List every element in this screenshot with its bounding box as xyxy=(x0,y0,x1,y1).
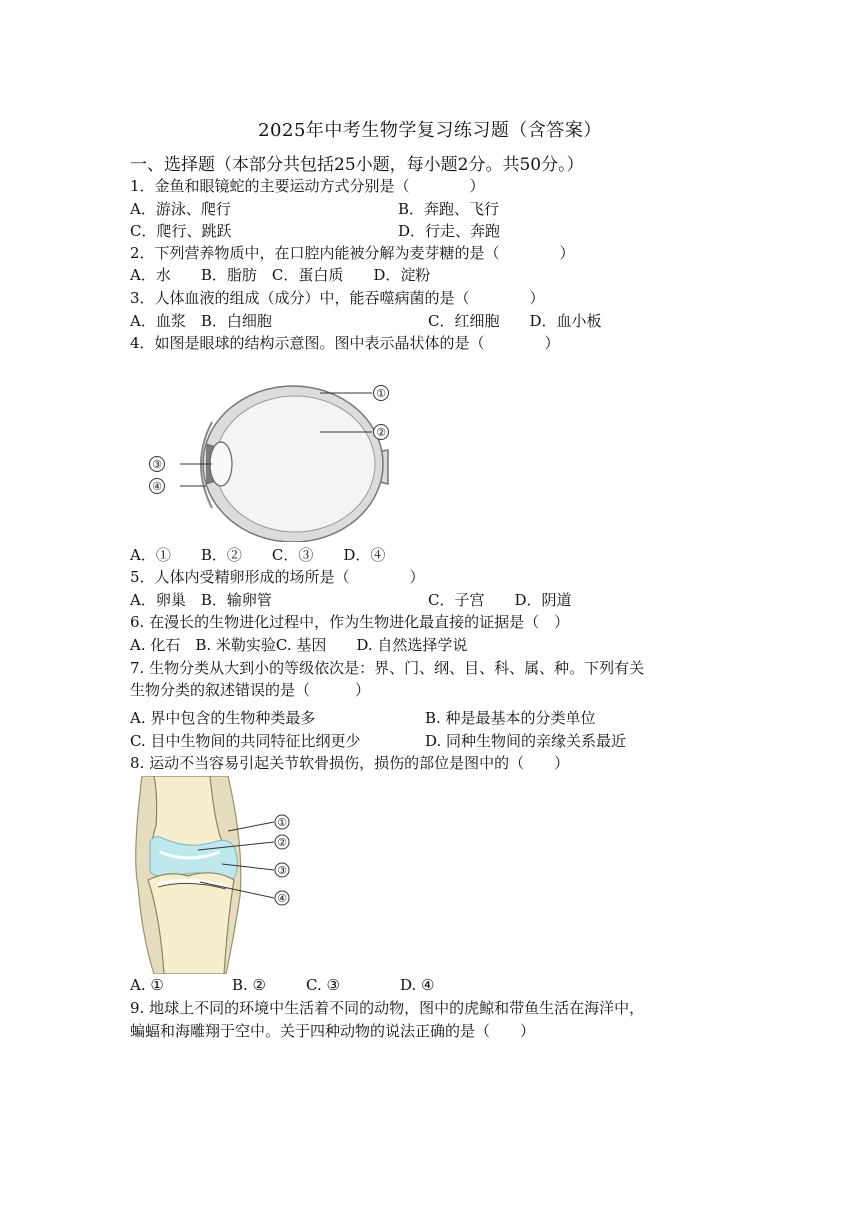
joint-label-3: ③ xyxy=(277,864,287,877)
joint-label-4: ④ xyxy=(277,892,287,905)
question-5-options-cd: C．子宫 D．阴道 xyxy=(428,591,572,609)
question-2-stem: 2．下列营养物质中，在口腔内能被分解为麦芽糖的是（ ） xyxy=(130,244,575,262)
question-8-option-b: B. ② xyxy=(232,976,267,994)
question-1-stem: 1．金鱼和眼镜蛇的主要运动方式分别是（ ） xyxy=(130,177,485,195)
section-heading: 一、选择题（本部分共包括25小题，每小题2分。共50分。） xyxy=(130,155,584,175)
question-8-option-d: D. ④ xyxy=(400,976,435,994)
eye-diagram xyxy=(140,372,410,542)
question-2-options: A．水 B．脂肪 C．蛋白质 D．淀粉 xyxy=(130,266,431,284)
question-7-option-b: B. 种是最基本的分类单位 xyxy=(425,709,596,727)
question-1-option-b: B．奔跑、飞行 xyxy=(398,200,500,218)
question-9-stem-line-1: 9. 地球上不同的环境中生活着不同的动物，图中的虎鲸和带鱼生活在海洋中， xyxy=(130,999,645,1017)
question-7-option-d: D. 同种生物间的亲缘关系最近 xyxy=(425,732,627,750)
question-3-stem: 3．人体血液的组成（成分）中，能吞噬病菌的是（ ） xyxy=(130,289,545,307)
question-1-option-d: D．行走、奔跑 xyxy=(398,222,501,240)
question-3-options-cd: C．红细胞 D．血小板 xyxy=(428,312,602,330)
knee-joint-diagram xyxy=(128,776,300,974)
question-7-stem-line-1: 7. 生物分类从大到小的等级依次是：界、门、纲、目、科、属、种。下列有关 xyxy=(130,659,645,677)
question-8-option-a: A. ① xyxy=(130,976,164,994)
question-5-stem: 5．人体内受精卵形成的场所是（ ） xyxy=(130,568,425,586)
question-1-option-c: C．爬行、跳跃 xyxy=(130,222,232,240)
question-4-options: A．① B．② C．③ D．④ xyxy=(130,546,386,564)
question-7-option-a: A. 界中包含的生物种类最多 xyxy=(130,709,316,727)
question-5-options-ab: A．卵巢 B．输卵管 xyxy=(130,591,272,609)
question-8-stem: 8. 运动不当容易引起关节软骨损伤，损伤的部位是图中的（ ） xyxy=(130,754,570,772)
question-7-option-c: C. 目中生物间的共同特征比纲更少 xyxy=(130,732,361,750)
joint-label-2: ② xyxy=(277,836,287,849)
question-1-option-a: A．游泳、爬行 xyxy=(130,200,231,218)
question-7-stem-line-2: 生物分类的叙述错误的是（ ） xyxy=(130,681,371,699)
eye-label-1: ① xyxy=(376,387,386,400)
question-6-options: A. 化石 B. 米勒实验C. 基因 D. 自然选择学说 xyxy=(130,636,468,654)
joint-label-1: ① xyxy=(277,816,287,829)
question-8-option-c: C. ③ xyxy=(306,976,340,994)
page-title: 2025年中考生物学复习练习题（含答案） xyxy=(258,120,602,141)
eye-label-4: ④ xyxy=(152,480,162,493)
eye-label-3: ③ xyxy=(152,458,162,471)
question-6-stem: 6. 在漫长的生物进化过程中，作为生物进化最直接的证据是（ ） xyxy=(130,613,570,631)
question-9-stem-line-2: 蝙蝠和海雕翔于空中。关于四种动物的说法正确的是（ ） xyxy=(130,1022,536,1040)
question-3-options-ab: A．血浆 B．白细胞 xyxy=(130,312,272,330)
eye-label-2: ② xyxy=(376,426,386,439)
question-4-stem: 4．如图是眼球的结构示意图。图中表示晶状体的是（ ） xyxy=(130,334,560,352)
